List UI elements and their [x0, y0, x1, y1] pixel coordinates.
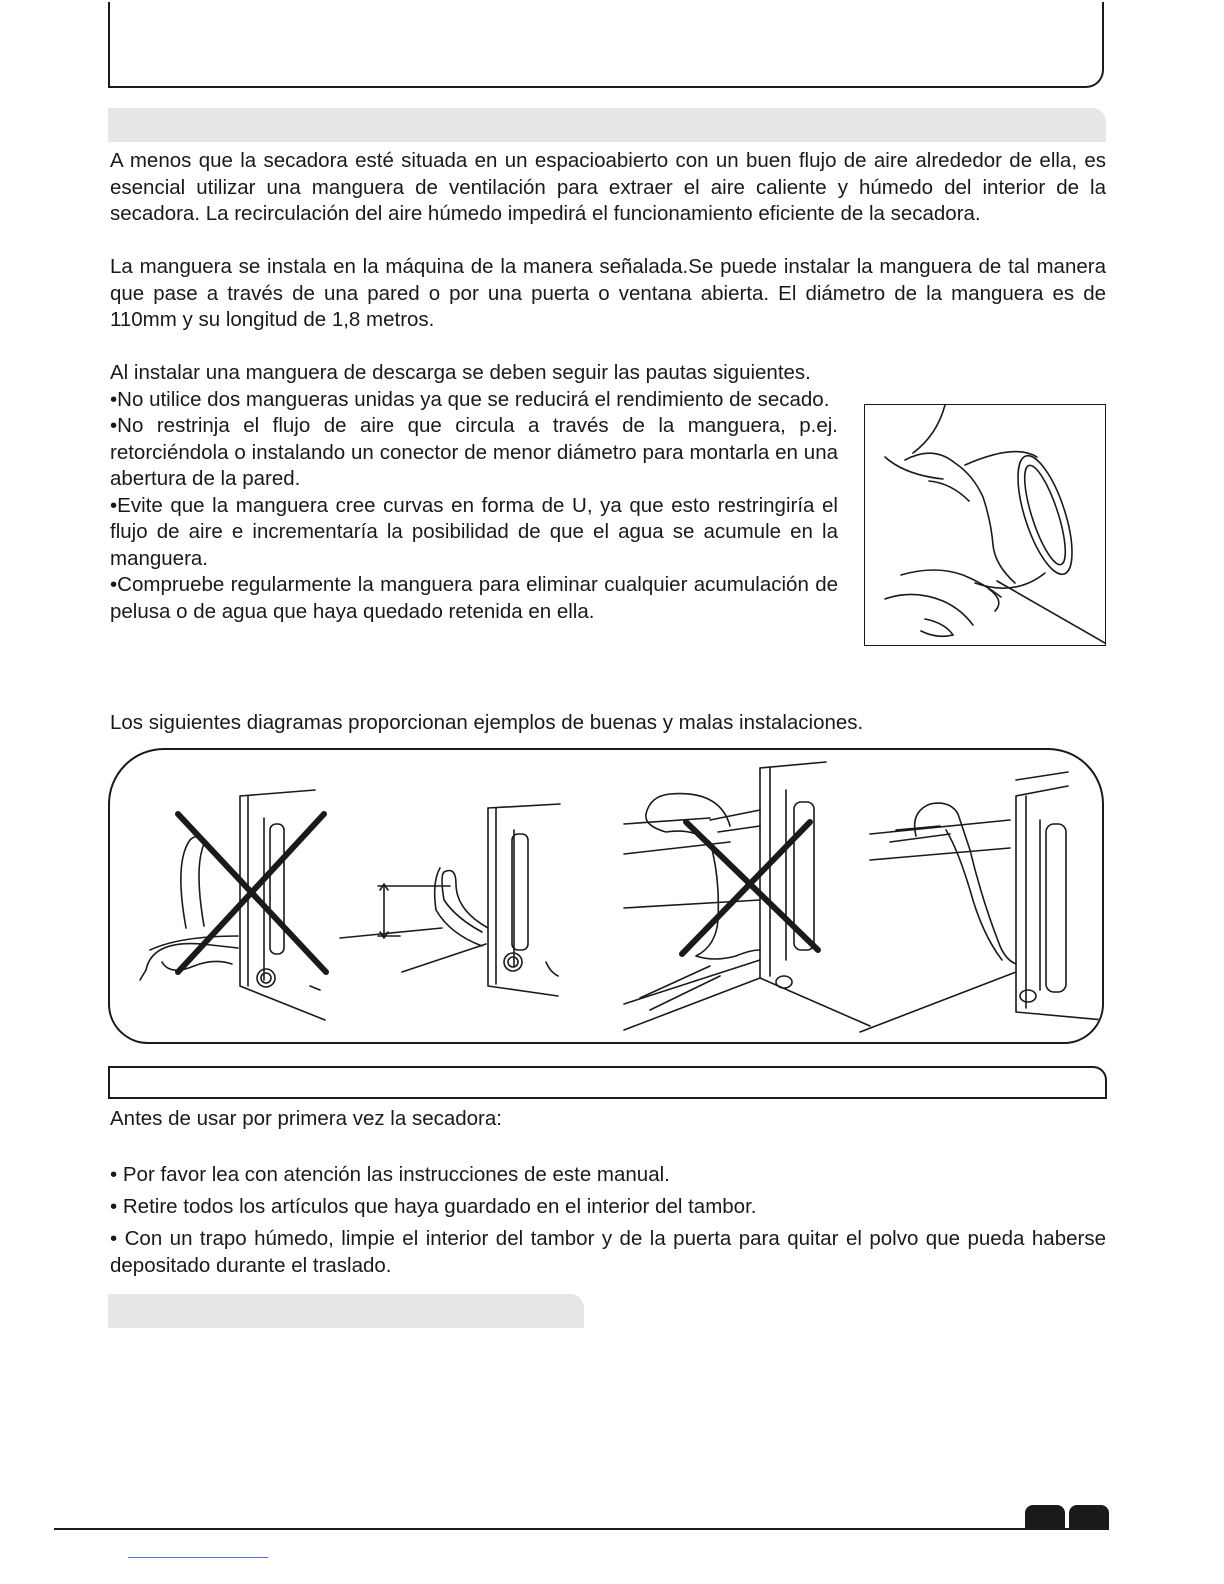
guideline-item: •Evite que la manguera cree curvas en forma de U, ya que esto restringiría el flujo de aire e incrementaría la posibilidad de que el agua se acumule en la manguera.	[110, 493, 838, 570]
installation-examples-diagram	[108, 748, 1104, 1044]
page-tab-right	[1069, 1505, 1109, 1530]
dryer-example-1	[140, 790, 325, 1020]
before-use-bullet: • Por favor lea con atención las instrucciones de este manual.	[110, 1163, 670, 1186]
section-header-band	[108, 1294, 584, 1328]
page-tab-left	[1025, 1505, 1065, 1530]
dryer-example-4	[860, 772, 1102, 1032]
guideline-item: •Compruebe regularmente la manguera para eliminar cualquier acumulación de pelusa o de agua que haya quedado retenida en ella.	[110, 573, 838, 623]
hose-connection-illustration	[864, 404, 1106, 646]
page-title-box	[108, 2, 1104, 88]
dryer-example-3	[624, 762, 870, 1030]
guidelines-intro: Al instalar una manguera de descarga se deben seguir las pautas siguientes.	[110, 361, 811, 384]
intro-paragraph-1: A menos que la secadora esté situada en un espacioabierto con un buen flujo de aire alrededor de ella, es esencial utilizar una manguera de ventilación para extraer el aire caliente y húmedo del interior de la secadora. La recirculación del aire húmedo impedirá el funcionamiento eficiente de la secadora.	[110, 149, 1106, 225]
section-title-box	[108, 1066, 1107, 1099]
before-use-intro: Antes de usar por primera vez la secadora:	[110, 1107, 502, 1130]
installation-examples-drawing	[110, 750, 1102, 1042]
footer-link-underline	[128, 1557, 268, 1558]
guideline-item: •No utilice dos mangueras unidas ya que se reducirá el rendimiento de secado.	[110, 387, 830, 411]
diagrams-caption: Los siguientes diagramas proporcionan ejemplos de buenas y malas instalaciones.	[110, 711, 864, 734]
guideline-item: •No restrinja el flujo de aire que circula a través de la manguera, p.ej. retorciéndola o instalando un conector de menor diámetro para montarla en una abertura de la pared.	[110, 414, 838, 490]
before-use-bullet: • Retire todos los artículos que haya guardado en el interior del tambor.	[110, 1195, 757, 1218]
hand-hose-drawing	[865, 405, 1105, 645]
guidelines-list	[110, 360, 838, 625]
before-use-bullet: • Con un trapo húmedo, limpie el interior del tambor y de la puerta para quitar el polvo que pueda haberse depositado durante el traslado.	[110, 1227, 1106, 1277]
footer-rule	[54, 1528, 1070, 1530]
cross-mark-icon	[682, 822, 818, 954]
section-header-band	[108, 108, 1106, 142]
intro-paragraph-2: La manguera se instala en la máquina de la manera señalada.Se puede instalar la manguera de tal manera que pase a través de una pared o por una puerta o ventana abierta. El diámetro de la manguera es de 110mm y su longitud de 1,8 metros.	[110, 255, 1106, 331]
dryer-example-2	[340, 804, 560, 996]
